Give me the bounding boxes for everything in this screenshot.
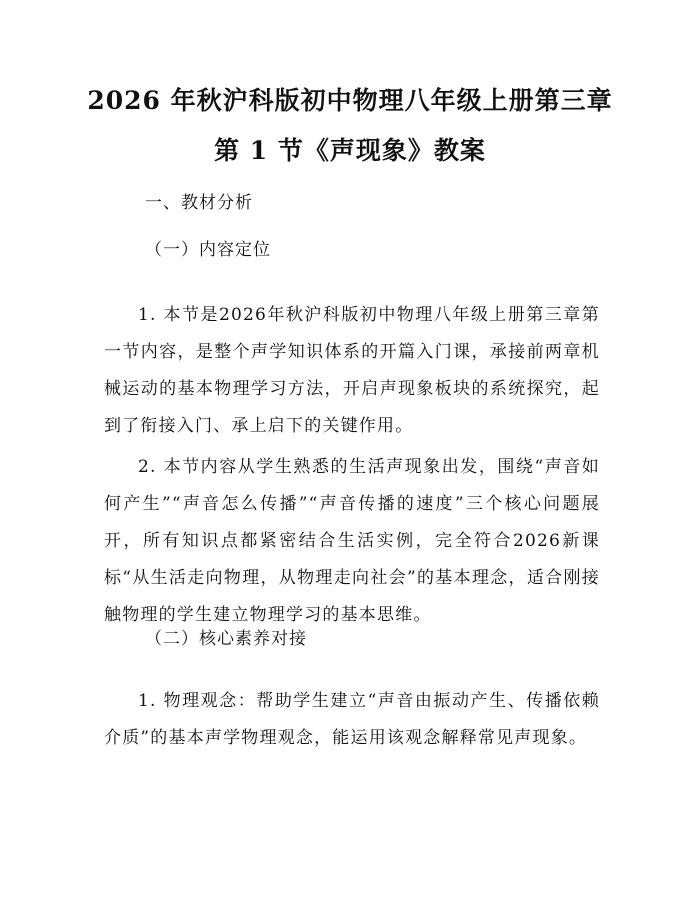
document-title-line-1: 2026 年秋沪科版初中物理八年级上册第三章 (87, 86, 613, 115)
paragraph-content-positioning-1: 1. 本节是2026年秋沪科版初中物理八年级上册第三章第一节内容，是整个声学知识体系的开篇入门课，承接前两章机械运动的基本物理学习方法，开启声现象板块的系统探究，起到了衔接入门、承上启下的关键作用。 (104, 305, 600, 436)
paragraph-core-literacy-1: 1. 物理观念：帮助学生建立“声音由振动产生、传播依赖介质”的基本声学物理观念，能运用该观念解释常见声现象。 (104, 691, 600, 748)
section-heading-textbook-analysis: 一、教材分析 (145, 193, 253, 213)
subsection-heading-content-positioning: （一）内容定位 (145, 240, 271, 260)
paragraph-content-positioning-2: 2. 本节内容从学生熟悉的生活声现象出发，围绕“声音如何产生”“声音怎么传播”“声音传播的速度”三个核心问题展开，所有知识点都紧密结合生活实例，完全符合2026新课标“从生活走向物理，从物理走向社会”的基本理念，适合刚接触物理的学生建立物理学习的基本思维。 (104, 457, 600, 625)
document-title-line-2: 第 1 节《声现象》教案 (214, 136, 486, 165)
subsection-heading-core-literacy: （二）核心素养对接 (145, 629, 307, 649)
